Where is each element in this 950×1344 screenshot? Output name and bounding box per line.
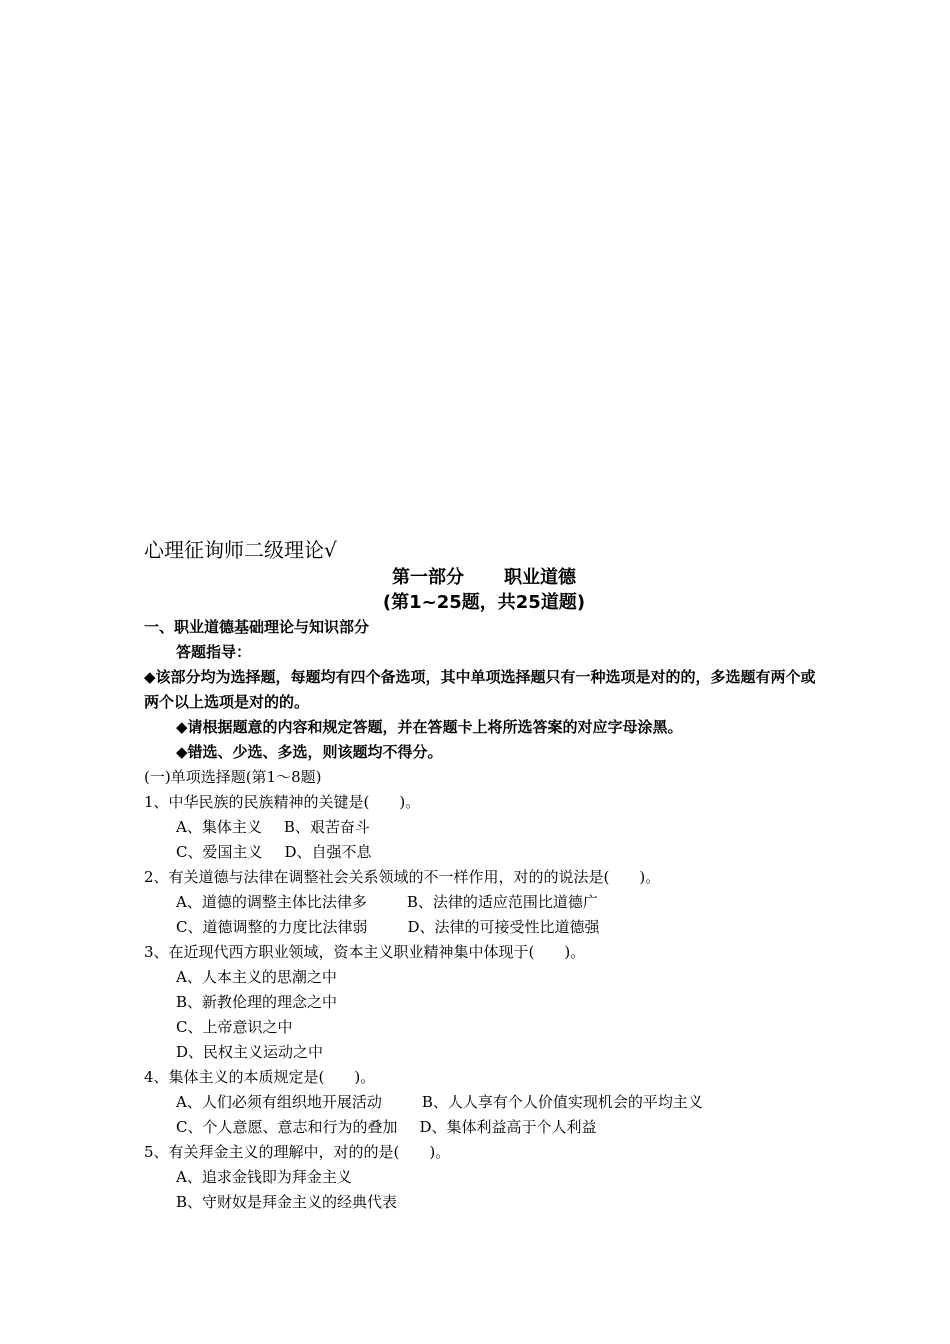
option-a: A、追求金钱即为拜金主义	[176, 1168, 352, 1186]
question-stem: 4、集体主义的本质规定是( )。	[144, 1068, 376, 1086]
instruction-3: ◆错选、少选、多选，则该题均不得分。	[176, 743, 443, 761]
option-b: B、守财奴是拜金主义的经典代表	[176, 1193, 398, 1211]
document-title: 心理征询师二级理论√	[144, 538, 337, 562]
subsection-title: (一)单项选择题(第1～8题)	[144, 768, 322, 786]
option-b: B、新教伦理的理念之中	[176, 993, 338, 1011]
option-c: C、个人意愿、意志和行为的叠加	[176, 1118, 398, 1136]
option-row	[144, 840, 824, 865]
part-label: 第一部分	[392, 567, 464, 588]
option-row	[144, 1090, 824, 1115]
question-stem: 5、有关拜金主义的理解中，对的的是( )。	[144, 1143, 451, 1161]
section-title: 一、职业道德基础理论与知识部分	[144, 618, 370, 636]
part-name: 职业道德	[504, 567, 576, 588]
option-b: B、人人享有个人价值实现机会的平均主义	[421, 1093, 703, 1111]
option-b: B、法律的适应范围比道德广	[406, 893, 598, 911]
option-a: A、人们必须有组织地开展活动	[176, 1093, 382, 1111]
option-c: C、上帝意识之中	[176, 1018, 293, 1036]
option-c: C、爱国主义	[176, 843, 263, 861]
option-b: B、艰苦奋斗	[283, 818, 370, 836]
option-d: D、集体利益高于个人利益	[419, 1118, 597, 1136]
question-stem: 1、中华民族的民族精神的关键是( )。	[144, 793, 421, 811]
question-stem: 3、在近现代西方职业领域，资本主义职业精神集中体现于( )。	[144, 943, 586, 961]
guide-label: 答题指导：	[176, 643, 252, 661]
instruction-2: ◆请根据题意的内容和规定答题，并在答题卡上将所选答案的对应字母涂黑。	[176, 718, 683, 736]
question-stem: 2、有关道德与法律在调整社会关系领域的不一样作用，对的的说法是( )。	[144, 868, 661, 886]
document-content	[144, 535, 824, 1215]
option-a: A、道德的调整主体比法律多	[176, 893, 367, 911]
option-a: A、集体主义	[176, 818, 262, 836]
option-row	[144, 815, 824, 840]
part-range: (第1~25题，共25道题)	[382, 592, 586, 613]
option-c: C、道德调整的力度比法律弱	[176, 918, 368, 936]
option-row	[144, 890, 824, 915]
instruction-1: ◆该部分均为选择题，每题均有四个备选项，其中单项选择题只有一种选项是对的的，多选题有两个或两个以上选项是对的的。	[144, 668, 816, 711]
option-row	[144, 1115, 824, 1140]
option-a: A、人本主义的思潮之中	[176, 968, 337, 986]
option-d: D、自强不息	[284, 843, 372, 861]
option-d: D、法律的可接受性比道德强	[407, 918, 600, 936]
option-d: D、民权主义运动之中	[176, 1043, 324, 1061]
option-row	[144, 915, 824, 940]
part-heading	[144, 565, 824, 590]
